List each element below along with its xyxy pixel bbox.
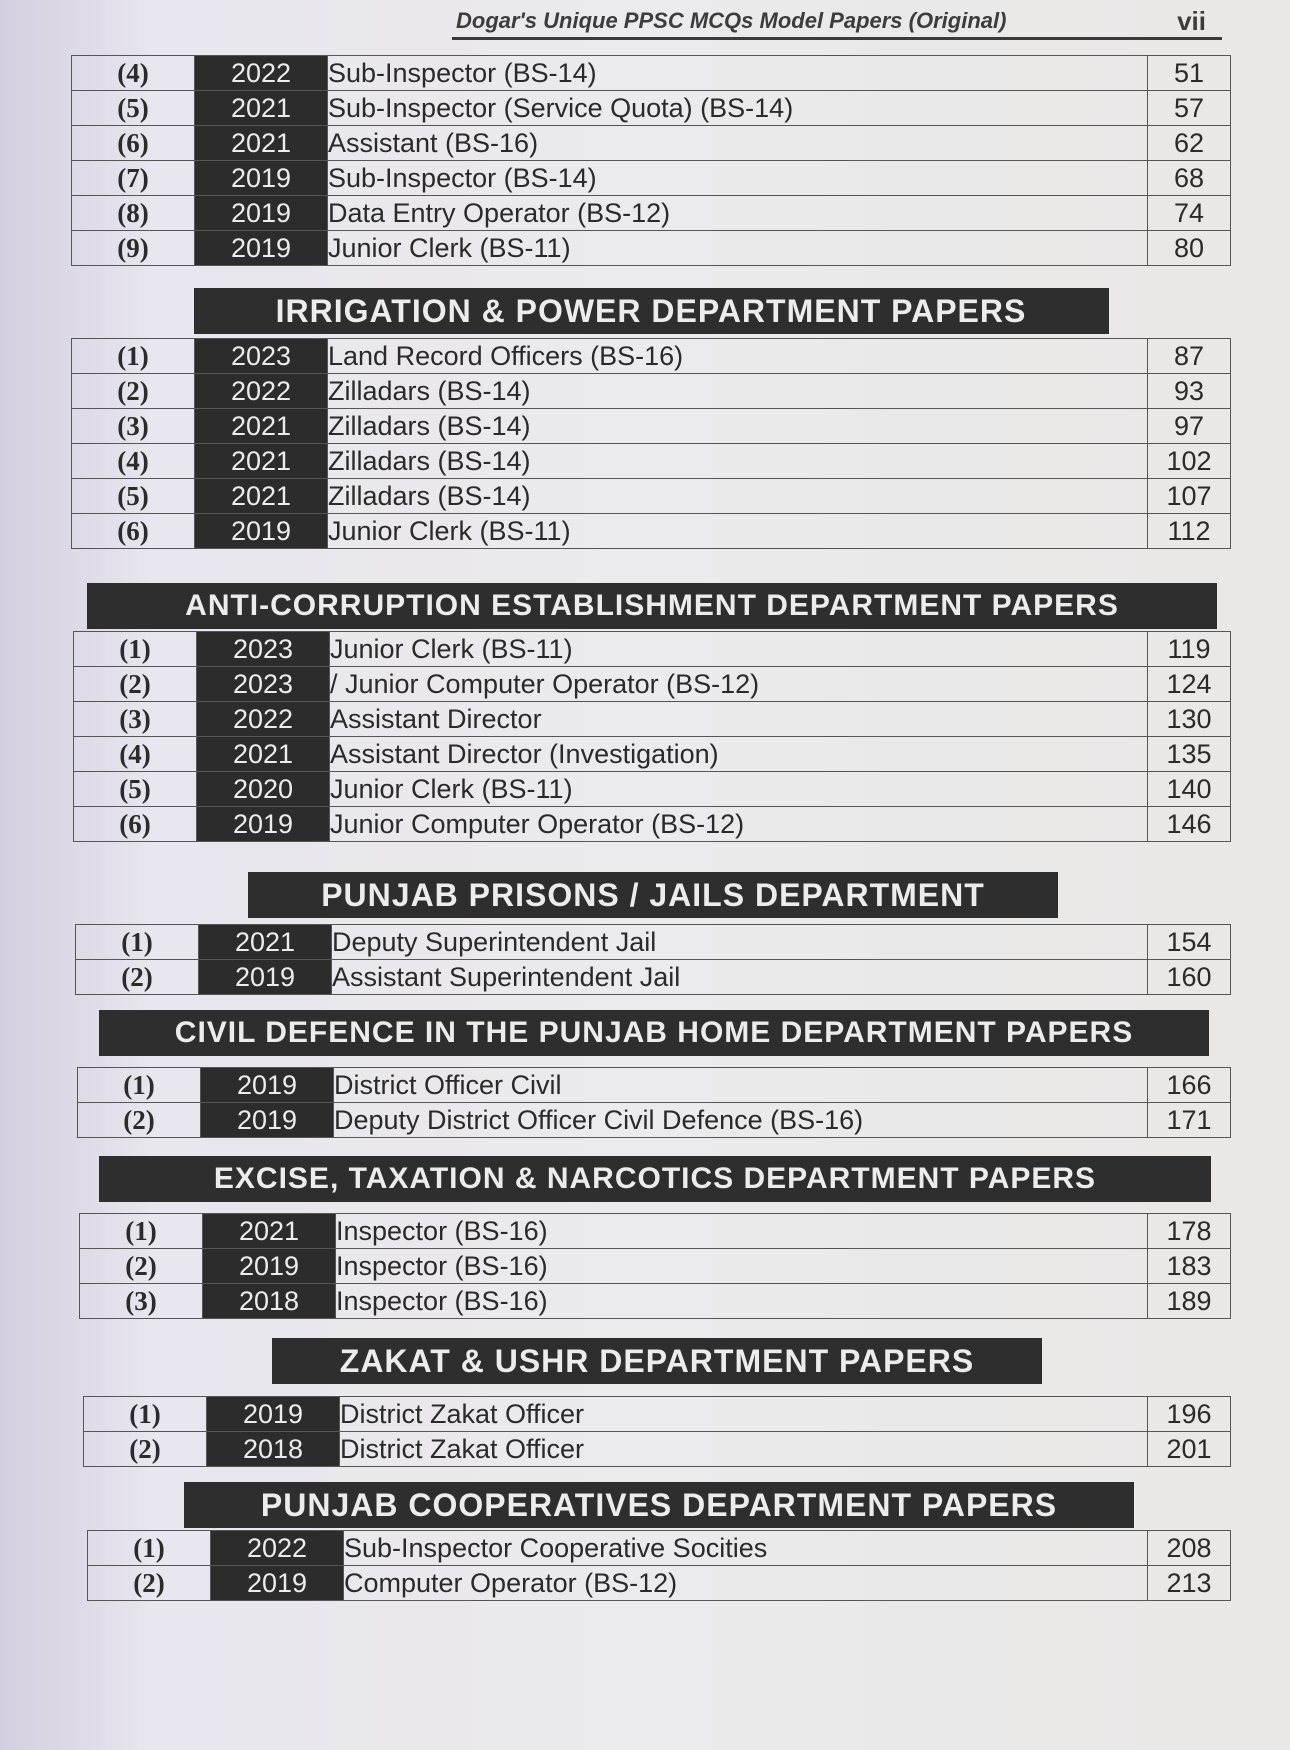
entry-title: District Zakat Officer bbox=[340, 1397, 1148, 1432]
entry-page: 140 bbox=[1148, 772, 1231, 807]
toc-row bbox=[74, 737, 1231, 772]
section-irrigation-power bbox=[71, 288, 1231, 549]
entry-title: Junior Clerk (BS-11) bbox=[330, 632, 1148, 667]
entry-page: 171 bbox=[1148, 1103, 1231, 1138]
entry-title: Inspector (BS-16) bbox=[336, 1249, 1148, 1284]
entry-title: Land Record Officers (BS-16) bbox=[328, 339, 1148, 374]
entry-year: 2019 bbox=[195, 231, 328, 266]
toc-row bbox=[72, 196, 1231, 231]
toc-table bbox=[77, 1067, 1231, 1138]
entry-title: Zilladars (BS-14) bbox=[328, 374, 1148, 409]
book-title: Dogar's Unique PPSC MCQs Model Papers (Original) bbox=[456, 8, 1007, 33]
toc-table bbox=[71, 55, 1231, 266]
entry-year: 2019 bbox=[211, 1566, 344, 1601]
toc-row bbox=[78, 1103, 1231, 1138]
toc-row bbox=[80, 1284, 1231, 1319]
entry-year: 2023 bbox=[197, 667, 330, 702]
entry-title: District Zakat Officer bbox=[340, 1432, 1148, 1467]
entry-page: 196 bbox=[1148, 1397, 1231, 1432]
section-anti-corruption bbox=[73, 583, 1231, 842]
toc-row bbox=[84, 1432, 1231, 1467]
toc-row bbox=[72, 409, 1231, 444]
entry-year: 2019 bbox=[195, 514, 328, 549]
entry-number: (6) bbox=[74, 807, 197, 842]
entry-title: Assistant Director bbox=[330, 702, 1148, 737]
entry-page: 183 bbox=[1148, 1249, 1231, 1284]
toc-row bbox=[74, 702, 1231, 737]
toc-row bbox=[84, 1397, 1231, 1432]
toc-table bbox=[79, 1213, 1231, 1319]
toc-row bbox=[88, 1566, 1231, 1601]
entry-number: (9) bbox=[72, 231, 195, 266]
entry-number: (7) bbox=[72, 161, 195, 196]
toc-row bbox=[72, 514, 1231, 549]
entry-number: (2) bbox=[78, 1103, 201, 1138]
entry-number: (1) bbox=[84, 1397, 207, 1432]
entry-page: 51 bbox=[1148, 56, 1231, 91]
entry-year: 2023 bbox=[197, 632, 330, 667]
entry-number: (2) bbox=[74, 667, 197, 702]
entry-title: Inspector (BS-16) bbox=[336, 1284, 1148, 1319]
entry-page: 68 bbox=[1148, 161, 1231, 196]
entry-year: 2019 bbox=[201, 1103, 334, 1138]
toc-row bbox=[72, 444, 1231, 479]
section-heading: PUNJAB PRISONS / JAILS DEPARTMENT bbox=[248, 872, 1058, 918]
section-cooperatives bbox=[87, 1482, 1231, 1601]
section-excise-taxation bbox=[79, 1156, 1231, 1319]
entry-page: 97 bbox=[1148, 409, 1231, 444]
entry-year: 2018 bbox=[203, 1284, 336, 1319]
section-continued bbox=[71, 55, 1231, 266]
entry-number: (1) bbox=[76, 925, 199, 960]
entry-number: (4) bbox=[72, 444, 195, 479]
entry-year: 2021 bbox=[203, 1214, 336, 1249]
entry-title: Inspector (BS-16) bbox=[336, 1214, 1148, 1249]
toc-row bbox=[72, 339, 1231, 374]
entry-title: Assistant (BS-16) bbox=[328, 126, 1148, 161]
entry-number: (6) bbox=[72, 514, 195, 549]
entry-page: 112 bbox=[1148, 514, 1231, 549]
entry-year: 2021 bbox=[195, 126, 328, 161]
entry-title: Sub-Inspector (BS-14) bbox=[328, 161, 1148, 196]
entry-page: 102 bbox=[1148, 444, 1231, 479]
entry-number: (3) bbox=[74, 702, 197, 737]
entry-number: (1) bbox=[88, 1531, 211, 1566]
entry-page: 74 bbox=[1148, 196, 1231, 231]
toc-row bbox=[72, 161, 1231, 196]
entry-title: Sub-Inspector (BS-14) bbox=[328, 56, 1148, 91]
entry-title: Assistant Superintendent Jail bbox=[332, 960, 1148, 995]
entry-number: (2) bbox=[72, 374, 195, 409]
entry-page: 213 bbox=[1148, 1566, 1231, 1601]
entry-title: Zilladars (BS-14) bbox=[328, 409, 1148, 444]
toc-row bbox=[72, 231, 1231, 266]
entry-page: 154 bbox=[1148, 925, 1231, 960]
entry-title: Zilladars (BS-14) bbox=[328, 479, 1148, 514]
entry-title: Junior Clerk (BS-11) bbox=[328, 514, 1148, 549]
toc-row bbox=[74, 632, 1231, 667]
entry-page: 146 bbox=[1148, 807, 1231, 842]
entry-year: 2019 bbox=[201, 1068, 334, 1103]
entry-year: 2021 bbox=[195, 479, 328, 514]
toc-row bbox=[74, 807, 1231, 842]
entry-number: (3) bbox=[72, 409, 195, 444]
toc-row bbox=[72, 56, 1231, 91]
entry-page: 135 bbox=[1148, 737, 1231, 772]
entry-number: (4) bbox=[72, 56, 195, 91]
entry-title: Junior Computer Operator (BS-12) bbox=[330, 807, 1148, 842]
entry-year: 2021 bbox=[195, 91, 328, 126]
entry-number: (5) bbox=[74, 772, 197, 807]
toc-row bbox=[78, 1068, 1231, 1103]
entry-page: 87 bbox=[1148, 339, 1231, 374]
entry-title: District Officer Civil bbox=[334, 1068, 1148, 1103]
entry-page: 160 bbox=[1148, 960, 1231, 995]
entry-title: / Junior Computer Operator (BS-12) bbox=[330, 667, 1148, 702]
toc-table bbox=[73, 631, 1231, 842]
section-heading: EXCISE, TAXATION & NARCOTICS DEPARTMENT PAPERS bbox=[99, 1156, 1211, 1202]
entry-title: Sub-Inspector Cooperative Socities bbox=[344, 1531, 1148, 1566]
entry-title: Zilladars (BS-14) bbox=[328, 444, 1148, 479]
entry-year: 2022 bbox=[195, 56, 328, 91]
entry-year: 2021 bbox=[195, 409, 328, 444]
entry-year: 2021 bbox=[195, 444, 328, 479]
entry-title: Assistant Director (Investigation) bbox=[330, 737, 1148, 772]
entry-number: (1) bbox=[80, 1214, 203, 1249]
section-heading: ANTI-CORRUPTION ESTABLISHMENT DEPARTMENT PAPERS bbox=[87, 583, 1217, 629]
entry-title: Junior Clerk (BS-11) bbox=[330, 772, 1148, 807]
entry-page: 62 bbox=[1148, 126, 1231, 161]
entry-page: 124 bbox=[1148, 667, 1231, 702]
entry-page: 208 bbox=[1148, 1531, 1231, 1566]
entry-number: (3) bbox=[80, 1284, 203, 1319]
entry-year: 2021 bbox=[197, 737, 330, 772]
entry-number: (2) bbox=[88, 1566, 211, 1601]
entry-year: 2020 bbox=[197, 772, 330, 807]
entry-number: (5) bbox=[72, 479, 195, 514]
toc-row bbox=[72, 126, 1231, 161]
toc-row bbox=[88, 1531, 1231, 1566]
toc-row bbox=[72, 374, 1231, 409]
entry-title: Sub-Inspector (Service Quota) (BS-14) bbox=[328, 91, 1148, 126]
section-heading: ZAKAT & USHR DEPARTMENT PAPERS bbox=[272, 1338, 1042, 1384]
toc-row bbox=[80, 1249, 1231, 1284]
entry-title: Computer Operator (BS-12) bbox=[344, 1566, 1148, 1601]
entry-year: 2019 bbox=[199, 960, 332, 995]
entry-page: 80 bbox=[1148, 231, 1231, 266]
entry-title: Data Entry Operator (BS-12) bbox=[328, 196, 1148, 231]
entry-year: 2018 bbox=[207, 1432, 340, 1467]
entry-number: (2) bbox=[80, 1249, 203, 1284]
page-number: vii bbox=[1177, 6, 1206, 36]
entry-year: 2019 bbox=[195, 161, 328, 196]
toc-row bbox=[74, 772, 1231, 807]
section-civil-defence bbox=[77, 1010, 1231, 1138]
section-heading: IRRIGATION & POWER DEPARTMENT PAPERS bbox=[194, 288, 1109, 334]
entry-page: 130 bbox=[1148, 702, 1231, 737]
entry-year: 2022 bbox=[197, 702, 330, 737]
toc-table bbox=[83, 1396, 1231, 1467]
toc-table bbox=[87, 1530, 1231, 1601]
entry-page: 178 bbox=[1148, 1214, 1231, 1249]
toc-row bbox=[74, 667, 1231, 702]
entry-number: (6) bbox=[72, 126, 195, 161]
entry-title: Junior Clerk (BS-11) bbox=[328, 231, 1148, 266]
entry-page: 201 bbox=[1148, 1432, 1231, 1467]
toc-row bbox=[72, 91, 1231, 126]
entry-title: Deputy Superintendent Jail bbox=[332, 925, 1148, 960]
entry-number: (8) bbox=[72, 196, 195, 231]
entry-year: 2019 bbox=[207, 1397, 340, 1432]
entry-number: (5) bbox=[72, 91, 195, 126]
entry-number: (1) bbox=[74, 632, 197, 667]
entry-number: (1) bbox=[72, 339, 195, 374]
entry-number: (4) bbox=[74, 737, 197, 772]
entry-year: 2022 bbox=[211, 1531, 344, 1566]
entry-page: 166 bbox=[1148, 1068, 1231, 1103]
entry-year: 2019 bbox=[203, 1249, 336, 1284]
toc-row bbox=[76, 925, 1231, 960]
section-heading: PUNJAB COOPERATIVES DEPARTMENT PAPERS bbox=[184, 1482, 1134, 1528]
entry-year: 2021 bbox=[199, 925, 332, 960]
entry-page: 119 bbox=[1148, 632, 1231, 667]
entry-number: (2) bbox=[84, 1432, 207, 1467]
entry-page: 189 bbox=[1148, 1284, 1231, 1319]
entry-page: 93 bbox=[1148, 374, 1231, 409]
running-header bbox=[452, 4, 1222, 40]
section-heading: CIVIL DEFENCE IN THE PUNJAB HOME DEPARTMENT PAPERS bbox=[99, 1010, 1209, 1056]
toc-row bbox=[80, 1214, 1231, 1249]
entry-title: Deputy District Officer Civil Defence (BS-16) bbox=[334, 1103, 1148, 1138]
toc-table bbox=[75, 924, 1231, 995]
entry-number: (1) bbox=[78, 1068, 201, 1103]
entry-year: 2019 bbox=[197, 807, 330, 842]
section-zakat-ushr bbox=[83, 1338, 1231, 1467]
entry-year: 2022 bbox=[195, 374, 328, 409]
entry-page: 57 bbox=[1148, 91, 1231, 126]
toc-row bbox=[72, 479, 1231, 514]
entry-year: 2023 bbox=[195, 339, 328, 374]
entry-number: (2) bbox=[76, 960, 199, 995]
section-prisons-jails bbox=[75, 872, 1231, 995]
entry-year: 2019 bbox=[195, 196, 328, 231]
toc-row bbox=[76, 960, 1231, 995]
toc-table bbox=[71, 338, 1231, 549]
entry-page: 107 bbox=[1148, 479, 1231, 514]
